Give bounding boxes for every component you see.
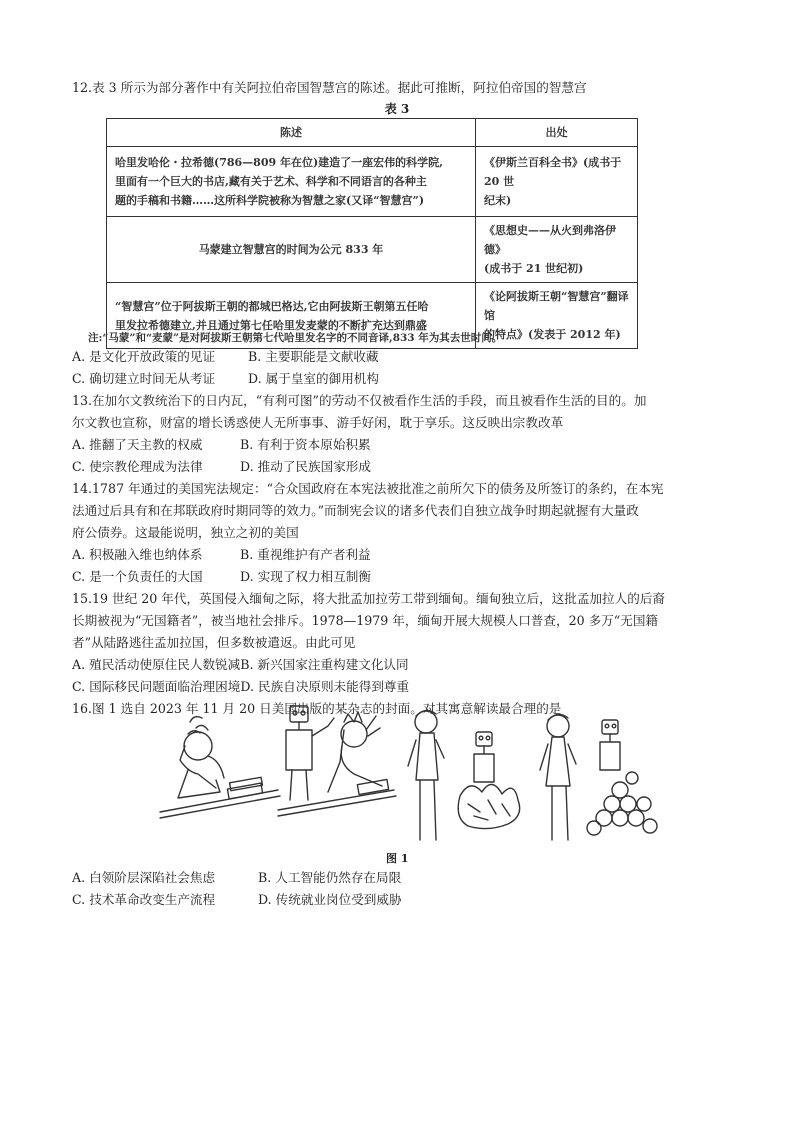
q12-option-a[interactable]: A. 是文化开放政策的见证 (72, 349, 216, 364)
row1-statement-line: 里面有一个巨大的书店,藏有关于艺术、科学和不同语言的各种主 (115, 175, 427, 188)
q12-option-b[interactable]: B. 主要职能是文献收藏 (248, 349, 379, 364)
q15-options-row2 (72, 677, 409, 697)
q16-options-row2 (72, 890, 402, 910)
header-statement: 陈述 (107, 119, 476, 147)
q14-option-b[interactable]: B. 重视维护有产者利益 (240, 547, 371, 562)
row2-source (476, 217, 638, 283)
row1-source-line: 《伊斯兰百科全书》(成书于 20 世 (484, 156, 622, 188)
row3-statement-line: 里发拉希德建立,并且通过第七任哈里发麦蒙的不断扩充达到鼎盛 (115, 318, 427, 332)
row1-statement (107, 147, 476, 217)
row2-source-line: 《思想史——从火到弗洛伊德》 (484, 224, 616, 256)
q14-option-a[interactable]: A. 积极融入维也纳体系 (72, 547, 203, 562)
row3-source-line: 《论阿拔斯王朝“智慧宫”翻译馆 (484, 290, 629, 322)
header-source: 出处 (476, 119, 638, 147)
q15-option-a[interactable]: A. 殖民活动使原住民人数锐减 (72, 657, 241, 672)
q14-stem-line: 法通过后具有和在邦联政府时期同等的效力。”而制宪会议的诸多代表们自独立战争时期起就握有大量政 (72, 503, 639, 518)
q14-stem-line: 14.1787 年通过的美国宪法规定：“合众国政府在本宪法被批准之前所欠下的债务及所签订的条约，在本宪 (72, 481, 664, 496)
row2-statement-line: 马蒙建立智慧宫的时间为公元 833 年 (198, 243, 384, 256)
figure-1-label: 图 1 (386, 852, 409, 865)
row3-source-line: 的特点》(发表于 2012 年) (484, 328, 621, 341)
q13-option-c[interactable]: C. 使宗教伦理成为法律 (72, 459, 203, 474)
q12-option-d[interactable]: D. 属于皇室的御用机构 (248, 371, 379, 386)
q12-options-row1 (72, 347, 379, 367)
q13-option-d[interactable]: D. 推动了民族国家形成 (240, 459, 371, 474)
row1-statement-line: 题的手稿和书籍……这所科学院被称为智慧之家(又译“智慧宫”) (115, 194, 425, 207)
panel-stressed-worker (160, 717, 280, 818)
panel-paper-pile (540, 714, 657, 840)
q16-option-a[interactable]: A. 白领阶层深陷社会焦虑 (72, 870, 216, 885)
q13-option-a[interactable]: A. 推翻了天主教的权威 (72, 437, 203, 452)
row2-source-line: (成书于 21 世纪初) (484, 262, 584, 275)
figure-1-cartoon (158, 700, 658, 844)
panel-robot-tap (278, 706, 396, 816)
table-3 (106, 118, 638, 349)
table-note: 注:“马蒙”和“麦蒙”是对阿拔斯王朝第七代哈里发名字的不同音译,833 年为其去世时间。 (88, 332, 503, 344)
q16-options-row1 (72, 868, 401, 888)
table-row (107, 217, 638, 283)
table-3-title: 表 3 (384, 102, 410, 116)
table-header-row (107, 119, 638, 147)
q15-stem-line: 者”从陆路逃往孟加拉国，但多数被遣返。由此可见 (72, 635, 356, 650)
q15-option-c[interactable]: C. 国际移民问题面临治理困境 (72, 679, 241, 694)
panel-shredded-paper (408, 710, 520, 840)
q16-stem: 16.图 1 选自 2023 年 11 月 20 日美国出版的某杂志的封面。对其寓意解读最合理的是 (72, 701, 562, 716)
q13-stem-line: 13.在加尔文教统治下的日内瓦，“有利可图”的劳动不仅被看作生活的手段，而且被看作生活的目的。加 (72, 393, 647, 408)
q16-option-d[interactable]: D. 传统就业岗位受到威胁 (258, 892, 402, 907)
row3-statement-line: “智慧宫”位于阿拔斯王朝的都城巴格达,它由阿拔斯王朝第五任哈 (115, 299, 429, 313)
q14-options-row2 (72, 567, 371, 587)
q15-option-d[interactable]: D. 民族自决原则未能得到尊重 (240, 679, 410, 694)
q14-stem-line: 府公债券。这最能说明，独立之初的美国 (72, 525, 299, 540)
q13-options-row1 (72, 435, 371, 455)
row1-source-line: 纪末) (484, 194, 512, 207)
q14-option-d[interactable]: D. 实现了权力相互制衡 (240, 569, 371, 584)
q13-stem-line: 尔文教也宣称，财富的增长诱惑使人无所事事、游手好闲，耽于享乐。这反映出宗教改革 (72, 415, 564, 430)
q12-option-c[interactable]: C. 确切建立时间无从考证 (72, 371, 216, 386)
q13-option-b[interactable]: B. 有利于资本原始积累 (240, 437, 371, 452)
row2-statement (107, 217, 476, 283)
row1-statement-line: 哈里发哈伦・拉希德(786—809 年在位)建造了一座宏伟的科学院, (115, 156, 443, 169)
table-row (107, 147, 638, 217)
q15-stem-line: 长期被视为“无国籍者”，被当地社会排斥。1978—1979 年，缅甸开展大规模人口普查，20 多万“无国籍 (72, 613, 659, 628)
q15-options-row1 (72, 655, 409, 675)
q16-option-b[interactable]: B. 人工智能仍然存在局限 (258, 870, 402, 885)
q14-options-row1 (72, 545, 371, 565)
q15-stem-line: 15.19 世纪 20 年代，英国侵入缅甸之际，将大批孟加拉劳工带到缅甸。缅甸独立后，这批孟加拉人的后裔 (72, 591, 666, 606)
q12-stem: 12.表 3 所示为部分著作中有关阿拉伯帝国智慧宫的陈述。据此可推断，阿拉伯帝国的智慧宫 (72, 80, 587, 95)
q12-options-row2 (72, 369, 379, 389)
q14-option-c[interactable]: C. 是一个负责任的大国 (72, 569, 203, 584)
row1-source (476, 147, 638, 217)
q15-option-b[interactable]: B. 新兴国家注重构建文化认同 (240, 657, 409, 672)
q16-option-c[interactable]: C. 技术革命改变生产流程 (72, 892, 216, 907)
q13-options-row2 (72, 457, 371, 477)
